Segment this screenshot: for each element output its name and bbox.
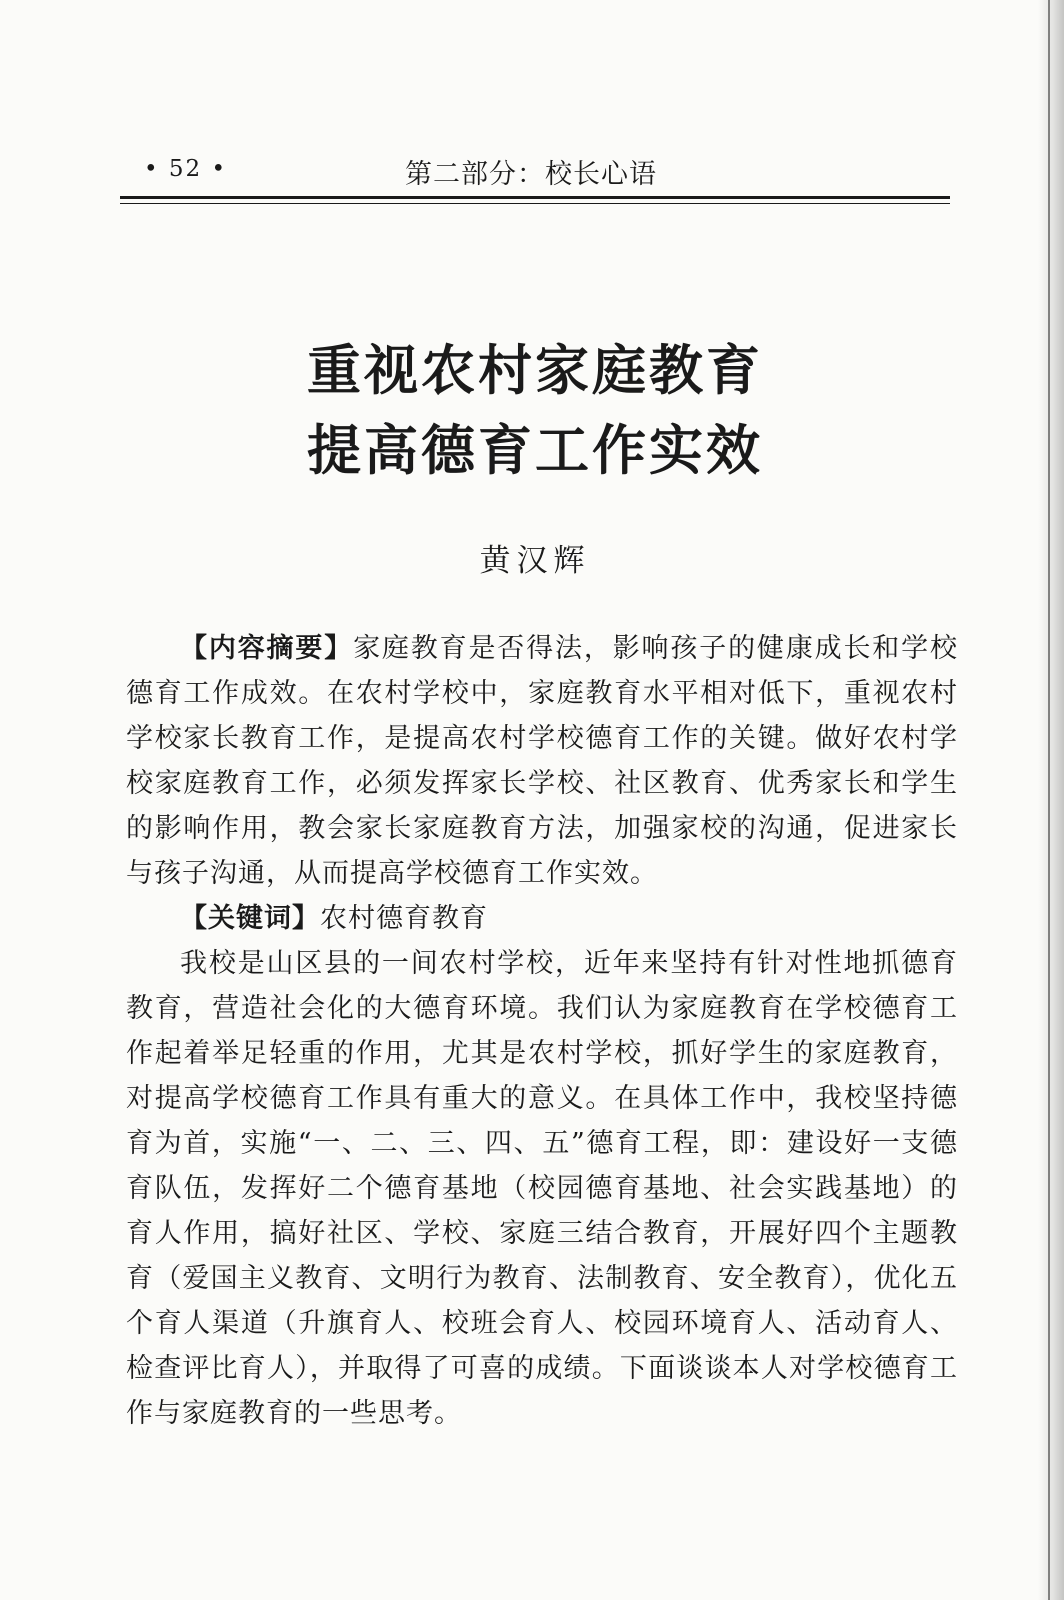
- header-rule-thin: [120, 203, 950, 204]
- page-number: • 52 •: [144, 156, 228, 182]
- keywords-paragraph: [126, 896, 958, 941]
- body-paragraph: 我校是山区县的一间农村学校，近年来坚持有针对性地抓德育教育，营造社会化的大德育环境。我们认为家庭教育在学校德育工作起着举足轻重的作用，尤其是农村学校，抓好学生的家庭教育，对提高学校德育工作具有重大的意义。在具体工作中，我校坚持德育为首，实施“一、二、三、四、五”德育工程，即：建设好一支德育队伍，发挥好二个德育基地（校园德育基地、社会实践基地）的育人作用，搞好社区、学校、家庭三结合教育，开展好四个主题教育（爱国主义教育、文明行为教育、法制教育、安全教育），优化五个育人渠道（升旗育人、校班会育人、校园环境育人、活动育人、检查评比育人），并取得了可喜的成绩。下面谈谈本人对学校德育工作与家庭教育的一些思考。: [126, 948, 958, 1429]
- abstract-text: 家庭教育是否得法，影响孩子的健康成长和学校德育工作成效。在农村学校中，家庭教育水平相对低下，重视农村学校家长教育工作，是提高农村学校德育工作的关键。做好农村学校家庭教育工作，必须发挥家长学校、社区教育、优秀家长和学生的影响作用，教会家长家庭教育方法，加强家校的沟通，促进家长与孩子沟通，从而提高学校德育工作实效。: [126, 633, 959, 889]
- running-header: [120, 150, 950, 190]
- keywords-text: 农村德育教育: [320, 903, 488, 934]
- article-body: [126, 626, 958, 1436]
- author-name: 黄汉辉: [479, 543, 591, 579]
- title-line-1: 重视农村家庭教育: [307, 338, 763, 402]
- section-title: 第二部分：校长心语: [405, 159, 657, 190]
- abstract-paragraph: [126, 626, 958, 896]
- page-edge-line: [1048, 0, 1050, 1600]
- page-edge-shadow: [1038, 0, 1064, 1600]
- abstract-label: 【内容摘要】: [180, 633, 354, 664]
- header-rule-thick: [120, 196, 950, 199]
- keywords-label: 【关键词】: [180, 903, 320, 934]
- title-line-2: 提高德育工作实效: [307, 418, 763, 482]
- article-title: [120, 330, 950, 490]
